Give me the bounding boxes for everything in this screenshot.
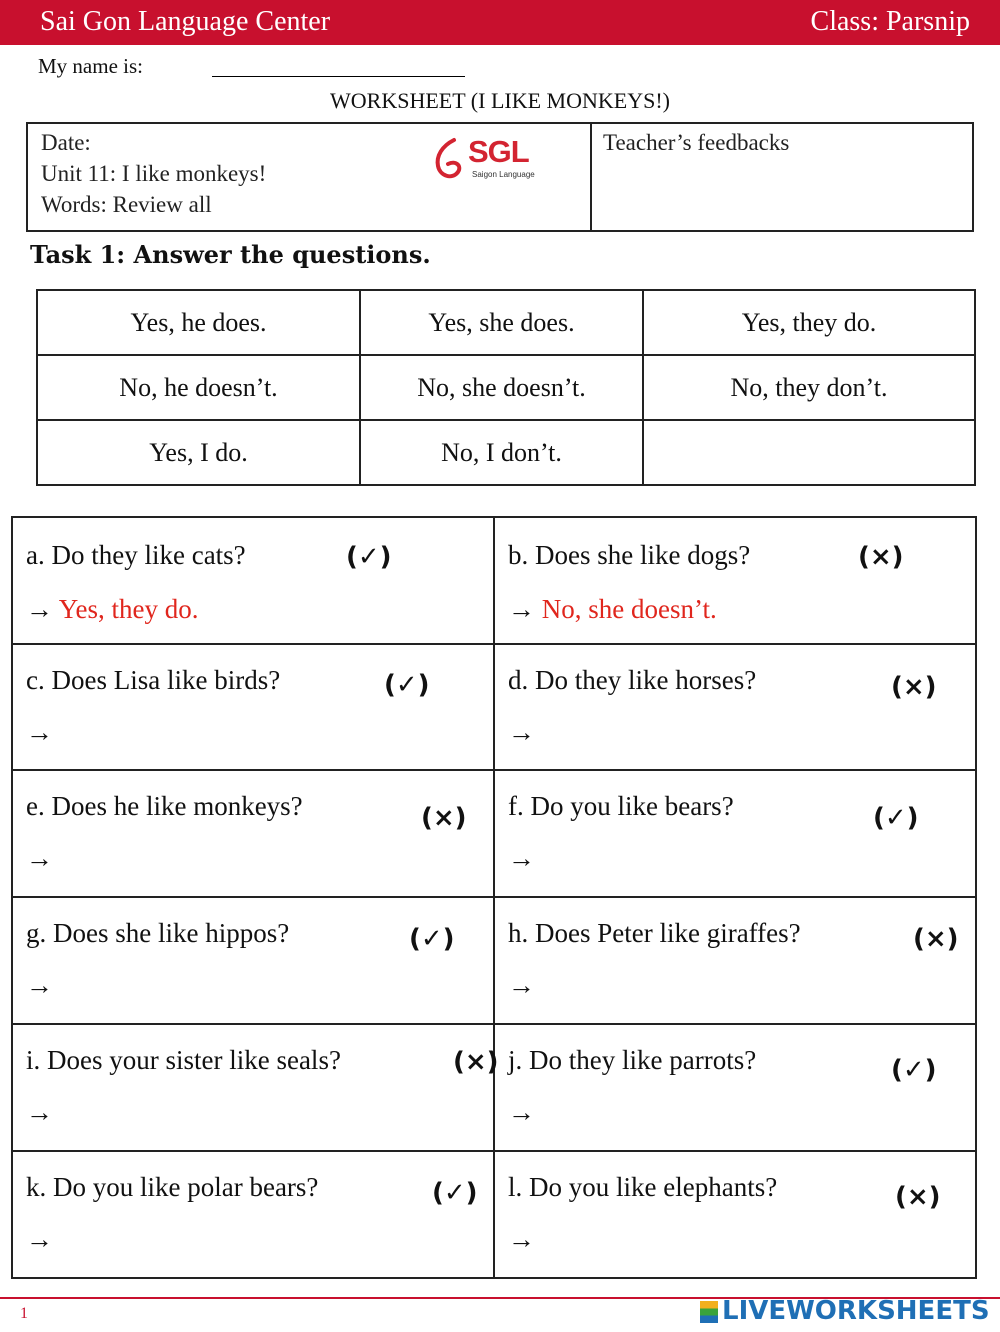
table-row xyxy=(37,290,975,355)
questions-table xyxy=(11,516,977,1279)
question-text: l. Do you like elephants? xyxy=(508,1172,778,1202)
name-label: My name is: xyxy=(38,54,143,78)
cross-mark-icon: (×) xyxy=(453,1047,499,1077)
question-cell-d xyxy=(494,644,976,770)
check-mark-icon: (✓) xyxy=(409,924,455,954)
answer-option: Yes, they do. xyxy=(643,290,975,355)
teacher-feedback-label: Teacher’s feedbacks xyxy=(603,130,790,155)
question-cell-e xyxy=(12,770,494,897)
answer-option xyxy=(643,420,975,485)
answer-line[interactable]: → xyxy=(26,1097,53,1127)
question-cell-g xyxy=(12,897,494,1024)
cross-mark-icon: (×) xyxy=(891,672,937,702)
question-cell-l xyxy=(494,1151,976,1278)
table-row xyxy=(37,355,975,420)
answer-line[interactable]: → Yes, they do. xyxy=(26,594,199,624)
answer-line[interactable]: → No, she doesn’t. xyxy=(508,594,717,624)
logo-subtext: Saigon Language xyxy=(472,170,535,179)
question-text: a. Do they like cats? xyxy=(26,540,246,570)
answer-line[interactable]: → xyxy=(508,717,535,747)
cross-mark-icon: (×) xyxy=(858,542,904,572)
class-label: Class: Parsnip xyxy=(810,6,970,37)
name-input-line[interactable] xyxy=(212,76,465,77)
answer-line[interactable]: → xyxy=(26,1224,53,1254)
question-cell-a xyxy=(12,517,494,644)
center-name: Sai Gon Language Center xyxy=(40,6,331,37)
sgl-logo xyxy=(432,136,542,188)
answer-line[interactable]: → xyxy=(508,843,535,873)
question-text: d. Do they like horses? xyxy=(508,665,757,695)
liveworksheets-logo-icon xyxy=(700,1301,718,1323)
info-left-panel xyxy=(28,124,592,230)
words-label: Words: Review all xyxy=(41,192,212,217)
answer-bank-table xyxy=(36,289,976,486)
answer-line[interactable]: → xyxy=(26,843,53,873)
cross-mark-icon: (×) xyxy=(895,1182,941,1212)
sgl-logo-icon xyxy=(432,136,468,184)
question-text: e. Does he like monkeys? xyxy=(26,791,303,821)
question-text: f. Do you like bears? xyxy=(508,791,734,821)
unit-label: Unit 11: I like monkeys! xyxy=(41,161,267,186)
table-row xyxy=(37,420,975,485)
check-mark-icon: (✓) xyxy=(384,670,430,700)
cross-mark-icon: (×) xyxy=(421,803,467,833)
header-bar xyxy=(0,0,1000,45)
answer-text: No, she doesn’t. xyxy=(541,594,717,624)
answer-option: No, he doesn’t. xyxy=(37,355,360,420)
cross-mark-icon: (×) xyxy=(913,924,959,954)
question-cell-i xyxy=(12,1024,499,1151)
answer-line[interactable]: → xyxy=(508,1097,535,1127)
answer-line[interactable]: → xyxy=(508,1224,535,1254)
question-cell-b xyxy=(494,517,976,644)
info-box xyxy=(26,122,974,232)
answer-option: Yes, I do. xyxy=(37,420,360,485)
question-text: k. Do you like polar bears? xyxy=(26,1172,319,1202)
watermark-text: LIVEWORKSHEETS xyxy=(722,1296,990,1326)
answer-line[interactable]: → xyxy=(508,970,535,1000)
answer-option: Yes, he does. xyxy=(37,290,360,355)
answer-option: Yes, she does. xyxy=(360,290,643,355)
date-label: Date: xyxy=(41,130,91,155)
question-text: i. Does your sister like seals? xyxy=(26,1045,341,1075)
question-text: b. Does she like dogs? xyxy=(508,540,751,570)
answer-option: No, I don’t. xyxy=(360,420,643,485)
answer-text: Yes, they do. xyxy=(58,594,199,624)
answer-line[interactable]: → xyxy=(26,970,53,1000)
answer-option: No, she doesn’t. xyxy=(360,355,643,420)
question-text: h. Does Peter like giraffes? xyxy=(508,918,801,948)
check-mark-icon: (✓) xyxy=(891,1055,937,1085)
worksheet-title: WORKSHEET (I LIKE MONKEYS!) xyxy=(330,88,670,113)
answer-line[interactable]: → xyxy=(26,717,53,747)
question-text: g. Does she like hippos? xyxy=(26,918,290,948)
question-cell-f xyxy=(494,770,976,897)
question-text: j. Do they like parrots? xyxy=(508,1045,757,1075)
logo-text: SGL xyxy=(468,134,529,169)
question-cell-c xyxy=(12,644,494,770)
task1-title: Task 1: Answer the questions. xyxy=(30,240,431,269)
question-cell-k xyxy=(12,1151,494,1278)
question-cell-h xyxy=(494,897,976,1024)
check-mark-icon: (✓) xyxy=(873,803,919,833)
check-mark-icon: (✓) xyxy=(432,1178,478,1208)
page-number: 1 xyxy=(20,1305,28,1322)
question-text: c. Does Lisa like birds? xyxy=(26,665,281,695)
check-mark-icon: (✓) xyxy=(346,542,392,572)
question-cell-j xyxy=(494,1024,976,1151)
liveworksheets-watermark xyxy=(700,1296,990,1326)
answer-option: No, they don’t. xyxy=(643,355,975,420)
